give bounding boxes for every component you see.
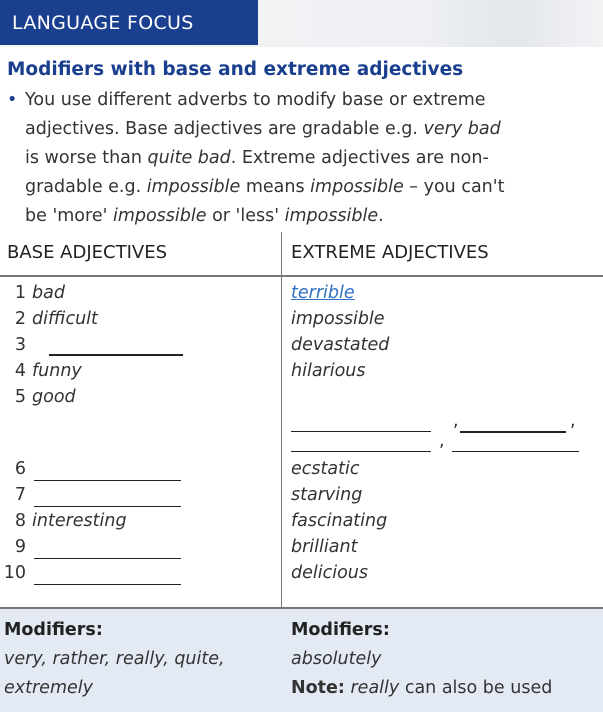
base-adjective: difficult bbox=[32, 309, 98, 329]
section-subtitle: Modifiers with base and extreme adjectives bbox=[7, 59, 464, 80]
table-row bbox=[0, 283, 603, 312]
base-adjectives-header: BASE ADJECTIVES bbox=[7, 242, 168, 263]
row-number: 5 bbox=[14, 387, 26, 407]
base-adjective: interesting bbox=[32, 511, 127, 531]
row-number: 2 bbox=[14, 309, 26, 329]
row-number: 10 bbox=[3, 563, 26, 583]
table-row-continuation bbox=[0, 430, 603, 459]
extreme-adjective: devastated bbox=[291, 335, 390, 355]
comma: , bbox=[570, 411, 576, 431]
row-number: 3 bbox=[14, 335, 26, 355]
explanation-line-3: is worse than quite bad. Extreme adjectives are non- bbox=[25, 148, 489, 168]
table-row bbox=[0, 511, 603, 540]
base-adjective: funny bbox=[32, 361, 82, 381]
base-adjective: bad bbox=[32, 283, 65, 303]
explanation-line-1: You use different adverbs to modify base or extreme bbox=[25, 90, 486, 110]
base-blank[interactable] bbox=[34, 480, 181, 481]
explanation-line-5: be 'more' impossible or 'less' impossible. bbox=[25, 206, 384, 226]
extreme-adjectives-header: EXTREME ADJECTIVES bbox=[291, 242, 489, 263]
base-blank[interactable] bbox=[49, 354, 183, 356]
comma: , bbox=[439, 431, 445, 451]
extreme-adjective-example: terrible bbox=[291, 283, 355, 303]
extreme-adjective: ecstatic bbox=[291, 459, 360, 479]
base-modifiers-title: Modifiers: bbox=[4, 620, 103, 640]
table-row bbox=[0, 459, 603, 488]
bullet-dot-icon: • bbox=[7, 90, 18, 110]
table-row bbox=[0, 309, 603, 338]
row-number: 9 bbox=[14, 537, 26, 557]
explanation-line-4: gradable e.g. impossible means impossible – you can't bbox=[25, 177, 505, 197]
extreme-adjective: starving bbox=[291, 485, 363, 505]
extreme-adjective: impossible bbox=[291, 309, 385, 329]
row-number: 4 bbox=[14, 361, 26, 381]
section-banner: LANGUAGE FOCUS bbox=[0, 0, 258, 45]
row-number: 1 bbox=[14, 283, 26, 303]
base-modifiers-line: extremely bbox=[4, 678, 93, 698]
explanation-text bbox=[25, 86, 595, 231]
row-number: 8 bbox=[14, 511, 26, 531]
extreme-adjective: delicious bbox=[291, 563, 368, 583]
table-row bbox=[0, 563, 603, 592]
modifiers-footer bbox=[0, 607, 603, 712]
extreme-adjective: hilarious bbox=[291, 361, 366, 381]
table-row bbox=[0, 335, 603, 364]
table-row bbox=[0, 537, 603, 566]
extreme-modifiers-line: absolutely bbox=[291, 649, 382, 669]
base-blank[interactable] bbox=[34, 558, 181, 559]
modifiers-note: Note: really can also be used bbox=[291, 678, 553, 698]
extreme-modifiers-title: Modifiers: bbox=[291, 620, 390, 640]
table-row bbox=[0, 485, 603, 514]
row-number: 6 bbox=[14, 459, 26, 479]
base-modifiers-line: very, rather, really, quite, bbox=[4, 649, 225, 669]
extreme-adjective: brilliant bbox=[291, 537, 358, 557]
table-row bbox=[0, 361, 603, 390]
extreme-blank[interactable] bbox=[291, 451, 431, 452]
table-header-row bbox=[0, 234, 603, 277]
explanation-line-2: adjectives. Base adjectives are gradable e.g. very bad bbox=[25, 119, 501, 139]
base-blank[interactable] bbox=[34, 584, 181, 585]
comma: , bbox=[453, 411, 459, 431]
extreme-blank[interactable] bbox=[452, 451, 579, 452]
base-blank[interactable] bbox=[34, 506, 181, 507]
row-number: 7 bbox=[14, 485, 26, 505]
extreme-adjective: fascinating bbox=[291, 511, 388, 531]
base-adjective: good bbox=[32, 387, 76, 407]
